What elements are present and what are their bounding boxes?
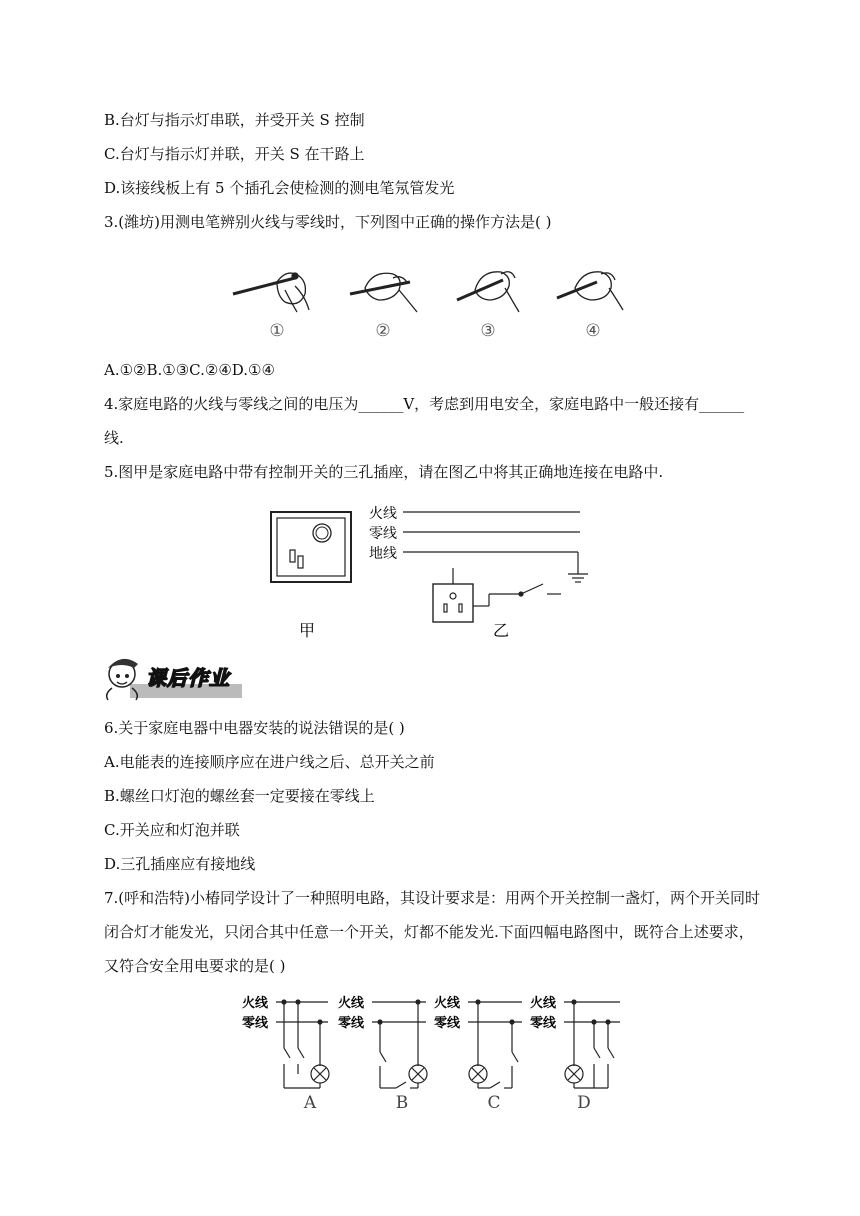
homework-section-banner bbox=[100, 652, 245, 702]
circuit-a bbox=[276, 1000, 329, 1088]
socket-circuit-figure bbox=[265, 498, 605, 644]
q3-fig-label-1: ① bbox=[269, 321, 285, 341]
q7-fig-label-a: A bbox=[303, 1093, 317, 1113]
q5-wire-label-live: 火线 bbox=[369, 506, 397, 522]
q5-wire-label-earth: 地线 bbox=[369, 546, 397, 562]
socket-yi-illustration bbox=[433, 584, 473, 622]
q2-option-b: B.台灯与指示灯串联，并受开关 S 控制 bbox=[104, 111, 365, 129]
q3-options: A.①②B.①③C.②④D.①④ bbox=[104, 361, 275, 379]
q3-stem: 3.(潍坊)用测电笔辨别火线与零线时，下列图中正确的操作方法是( ) bbox=[104, 213, 552, 231]
q6-option-c: C.开关应和灯泡并联 bbox=[104, 821, 240, 839]
circuit-b-label-neutral: 零线 bbox=[338, 1016, 365, 1031]
circuit-d bbox=[564, 1000, 620, 1088]
q2-option-c: C.台灯与指示灯并联，开关 S 在干路上 bbox=[104, 145, 365, 163]
circuit-c-label-live: 火线 bbox=[434, 996, 461, 1011]
q4-line-1: 4.家庭电路的火线与零线之间的电压为______V，考虑到用电安全，家庭电路中一般还接有______ bbox=[104, 395, 745, 413]
switch-lever bbox=[521, 584, 543, 594]
q7-fig-label-d: D bbox=[577, 1093, 591, 1113]
circuit-c bbox=[468, 1000, 522, 1088]
tester-pen-2-illustration bbox=[350, 273, 417, 312]
q5-fig-label-yi: 乙 bbox=[492, 621, 510, 640]
q7-fig-label-c: C bbox=[487, 1093, 501, 1113]
q7-line-1: 7.(呼和浩特)小椿同学设计了一种照明电路，其设计要求是：用两个开关控制一盏灯，两个开关同时 bbox=[104, 889, 761, 907]
circuit-c-label-neutral: 零线 bbox=[434, 1016, 461, 1031]
q6-option-b: B.螺丝口灯泡的螺丝套一定要接在零线上 bbox=[104, 787, 375, 805]
q4-line-2: 线. bbox=[104, 429, 124, 447]
socket-jia-illustration bbox=[271, 512, 351, 582]
q6-stem: 6.关于家庭电器中电器安装的说法错误的是( ) bbox=[104, 719, 405, 737]
circuit-b bbox=[372, 1000, 427, 1088]
circuit-a-label-neutral: 零线 bbox=[242, 1016, 269, 1031]
tester-pen-3-illustration bbox=[457, 272, 519, 312]
q6-option-d: D.三孔插座应有接地线 bbox=[104, 855, 256, 873]
circuit-a-label-live: 火线 bbox=[242, 996, 269, 1011]
circuit-b-label-live: 火线 bbox=[338, 996, 365, 1011]
homework-section-title: 课后作业 bbox=[146, 666, 230, 690]
circuit-d-label-neutral: 零线 bbox=[530, 1016, 557, 1031]
tester-pen-figure bbox=[225, 260, 645, 342]
q5-wire-label-neutral: 零线 bbox=[369, 526, 397, 542]
q3-fig-label-2: ② bbox=[375, 321, 391, 341]
tester-pen-1-illustration bbox=[233, 273, 309, 312]
q5-stem: 5.图甲是家庭电路中带有控制开关的三孔插座，请在图乙中将其正确地连接在电路中. bbox=[104, 463, 664, 481]
q7-line-2: 闭合灯才能发光，只闭合其中任意一个开关，灯都不能发光.下面四幅电路图中，既符合上述要求， bbox=[104, 923, 754, 941]
tester-pen-4-illustration bbox=[557, 272, 623, 310]
q2-option-d: D.该接线板上有 5 个插孔会使检测的测电笔氖管发光 bbox=[104, 179, 455, 197]
circuit-d-label-live: 火线 bbox=[530, 996, 557, 1011]
q5-fig-label-jia: 甲 bbox=[298, 621, 316, 640]
q6-option-a: A.电能表的连接顺序应在进户线之后、总开关之前 bbox=[104, 753, 435, 771]
q7-fig-label-b: B bbox=[395, 1093, 409, 1113]
q3-fig-label-4: ④ bbox=[585, 321, 601, 341]
q7-line-3: 又符合安全用电要求的是( ) bbox=[104, 957, 286, 975]
q3-fig-label-3: ③ bbox=[480, 321, 496, 341]
switch-lamp-circuits-figure bbox=[240, 990, 630, 1114]
